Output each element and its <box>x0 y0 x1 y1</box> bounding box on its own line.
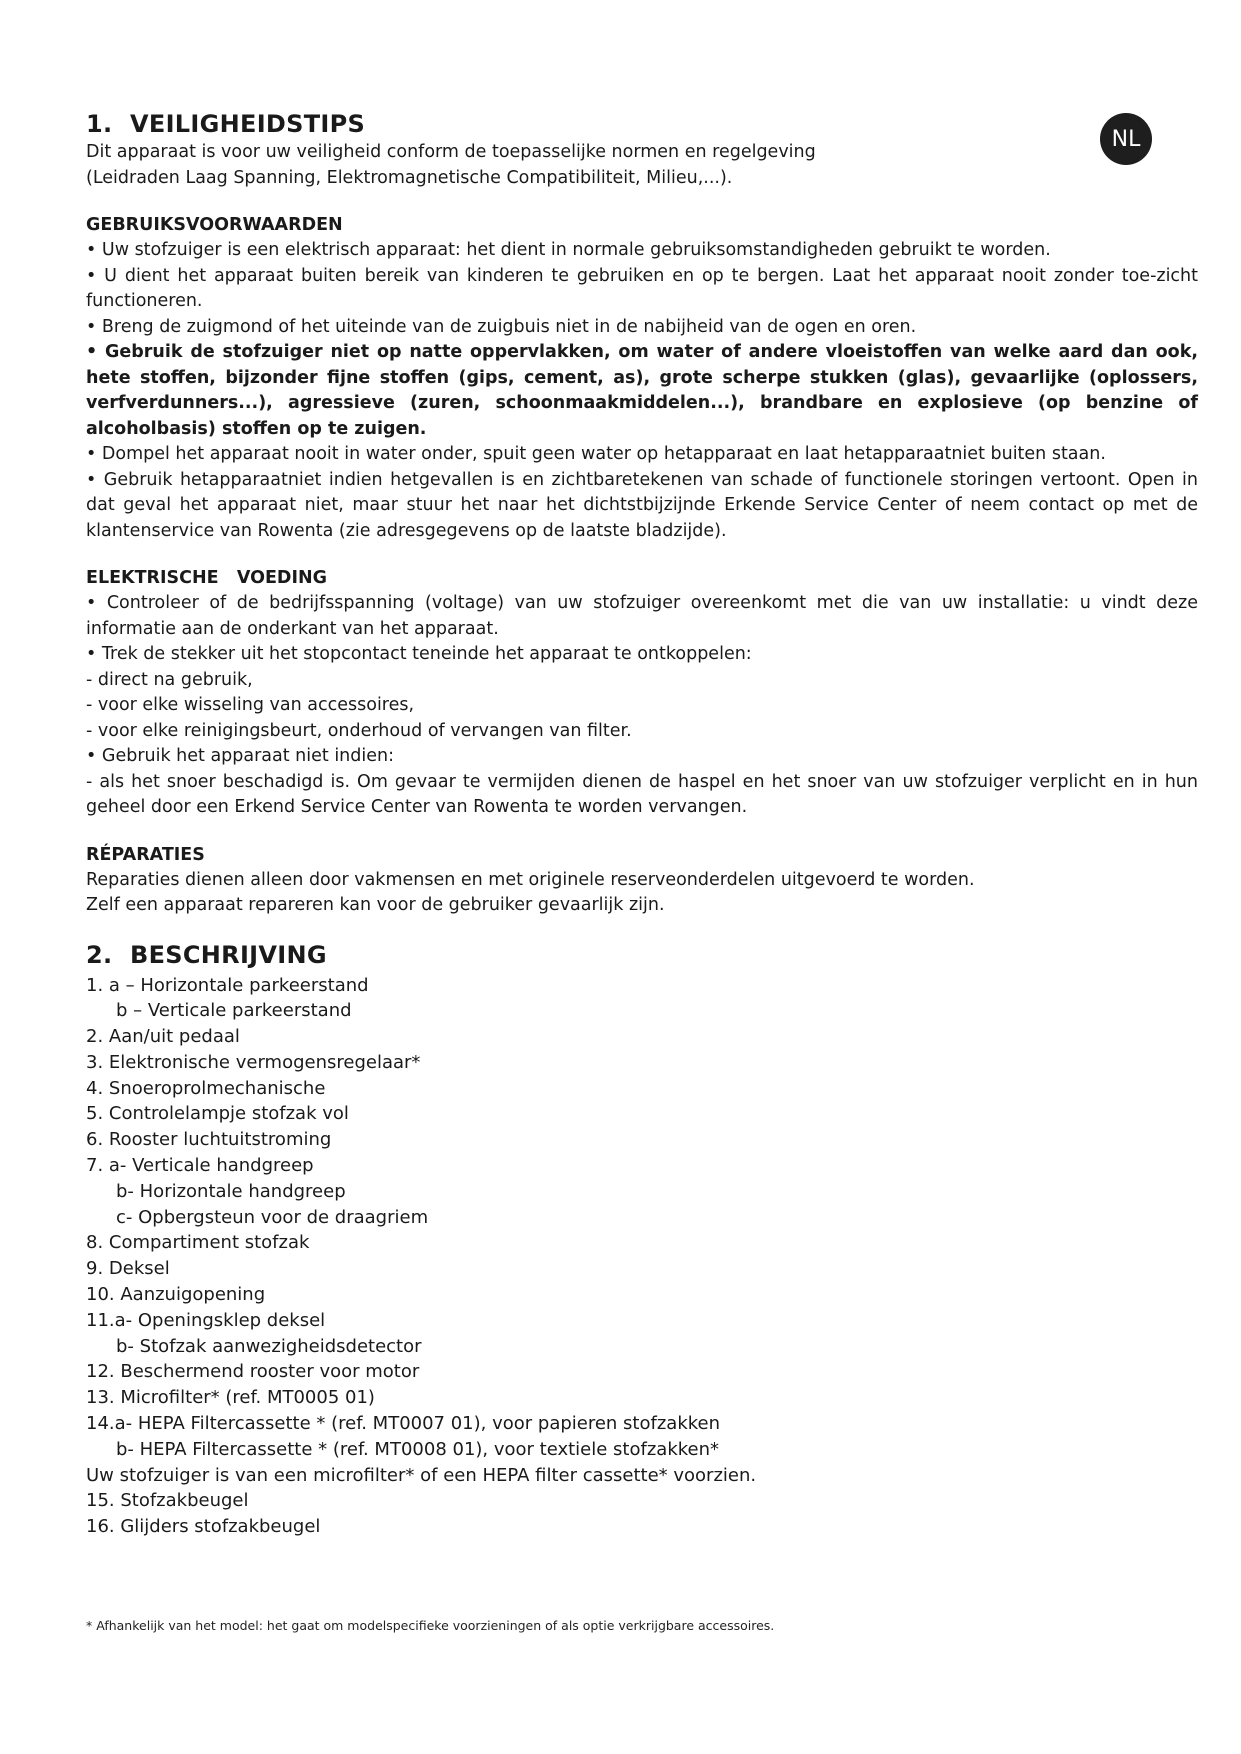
power-heading: ELEKTRISCHE VOEDING <box>86 568 327 588</box>
section-2-number: 2. <box>86 940 113 969</box>
usage-item: • Gebruik hetapparaatniet indien hetgevallen is en zichtbaretekenen van schade of functionele storingen vertoont. Open in dat geval het apparaat niet, maar stuur het naar het dichtstbijzijnde Erkende Service Center of neem contact op met de klantenservice van Rowenta (zie adresgegevens op de laatste bladzijde). <box>86 469 1198 541</box>
description-item: 5. Controlelampje stofzak vol <box>86 1103 349 1125</box>
usage-heading: GEBRUIKSVOORWAARDEN <box>86 215 343 235</box>
description-item: 1. a – Horizontale parkeerstand <box>86 974 369 996</box>
section-2-heading <box>86 939 1198 971</box>
description-item: 14.a- HEPA Filtercassette * (ref. MT0007 01), voor papieren stofzakken <box>86 1413 721 1435</box>
usage-item: • U dient het apparaat buiten bereik van kinderen te gebruiken en op te bergen. Laat het apparaat nooit zonder toe-zicht functioneren. <box>86 265 1198 311</box>
description-item: b- HEPA Filtercassette * (ref. MT0008 01), voor textiele stofzakken* <box>116 1438 720 1460</box>
language-badge: NL <box>1100 113 1152 165</box>
description-item: 10. Aanzuigopening <box>86 1284 266 1306</box>
description-item: b- Stofzak aanwezigheidsdetector <box>116 1335 422 1357</box>
repairs-item: Zelf een apparaat repareren kan voor de gebruiker gevaarlijk zijn. <box>86 895 665 915</box>
description-item: 15. Stofzakbeugel <box>86 1490 249 1512</box>
description-item: 4. Snoeroprolmechanische <box>86 1077 326 1099</box>
usage-item: • Uw stofzuiger is een elektrisch apparaat: het dient in normale gebruiksomstandigheden gebruikt te worden. <box>86 240 1051 260</box>
section-1-heading <box>86 108 1198 140</box>
description-item: 6. Rooster luchtuitstroming <box>86 1129 332 1151</box>
power-item: • Gebruik het apparaat niet indien: <box>86 746 395 766</box>
power-item: • Trek de stekker uit het stopcontact teneinde het apparaat te ontkoppelen: <box>86 644 752 664</box>
description-item: 8. Compartiment stofzak <box>86 1232 310 1254</box>
description-item: 9. Deksel <box>86 1258 170 1280</box>
repairs-heading: RÉPARATIES <box>86 844 205 865</box>
power-item: • Controleer of de bedrijfsspanning (voltage) van uw stofzuiger overeenkomt met die van uw installatie: u vindt deze informatie aan de onderkant van het apparaat. <box>86 593 1198 639</box>
usage-warning-item: • Gebruik de stofzuiger niet op natte oppervlakken, om water of andere vloeistoffen van welke aard dan ook, hete stoffen, bijzonder fijne stoffen (gips, cement, as), grote scherpe stukken (glas), gevaarlijke (oplossers, verfverdunners...), agressieve (zuren, schoonmaakmiddelen...), brandbare en explosieve (op benzine of alcoholbasis) stoffen op te zuigen. <box>86 342 1198 439</box>
usage-item: • Dompel het apparaat nooit in water onder, spuit geen water op hetapparaat en laat hetapparaatniet buiten staan. <box>86 444 1106 464</box>
section-1-title: VEILIGHEIDSTIPS <box>130 110 366 138</box>
description-item: 3. Elektronische vermogensregelaar* <box>86 1051 421 1073</box>
description-item: 2. Aan/uit pedaal <box>86 1026 240 1048</box>
usage-item: • Breng de zuigmond of het uiteinde van de zuigbuis niet in de nabijheid van de ogen en oren. <box>86 316 917 337</box>
page-content <box>86 108 1198 1540</box>
description-item: Uw stofzuiger is van een microfilter* of een HEPA filter cassette* voorzien. <box>86 1464 757 1486</box>
description-item: c- Opbergsteun voor de draagriem <box>116 1206 429 1228</box>
description-list <box>86 973 1198 1541</box>
description-item: b- Horizontale handgreep <box>116 1180 346 1202</box>
footnote: * Afhankelijk van het model: het gaat om modelspecifieke voorzieningen of als optie verkrijgbare accessoires. <box>86 1618 775 1633</box>
description-item: 12. Beschermend rooster voor motor <box>86 1361 420 1383</box>
description-item: 13. Microfilter* (ref. MT0005 01) <box>86 1387 375 1409</box>
intro-line: (Leidraden Laag Spanning, Elektromagnetische Compatibiliteit, Milieu,...). <box>86 167 733 188</box>
power-item: - voor elke reinigingsbeurt, onderhoud of vervangen van filter. <box>86 720 632 741</box>
repairs-item: Reparaties dienen alleen door vakmensen en met originele reserveonderdelen uitgevoerd te worden. <box>86 869 975 890</box>
power-item: - als het snoer beschadigd is. Om gevaar te vermijden dienen de haspel en het snoer van uw stofzuiger verplicht en in hun geheel door een Erkend Service Center van Rowenta te worden vervangen. <box>86 771 1198 817</box>
description-item: 11.a- Openingsklep deksel <box>86 1309 326 1331</box>
intro-line: Dit apparaat is voor uw veiligheid conform de toepasselijke normen en regelgeving <box>86 142 816 162</box>
description-item: b – Verticale parkeerstand <box>116 1000 352 1022</box>
section-2-title: BESCHRIJVING <box>130 940 327 969</box>
description-item: 16. Glijders stofzakbeugel <box>86 1516 321 1538</box>
power-item: - voor elke wisseling van accessoires, <box>86 695 415 715</box>
description-item: 7. a- Verticale handgreep <box>86 1155 314 1177</box>
section-1-number: 1. <box>86 110 113 138</box>
power-item: - direct na gebruik, <box>86 669 253 690</box>
